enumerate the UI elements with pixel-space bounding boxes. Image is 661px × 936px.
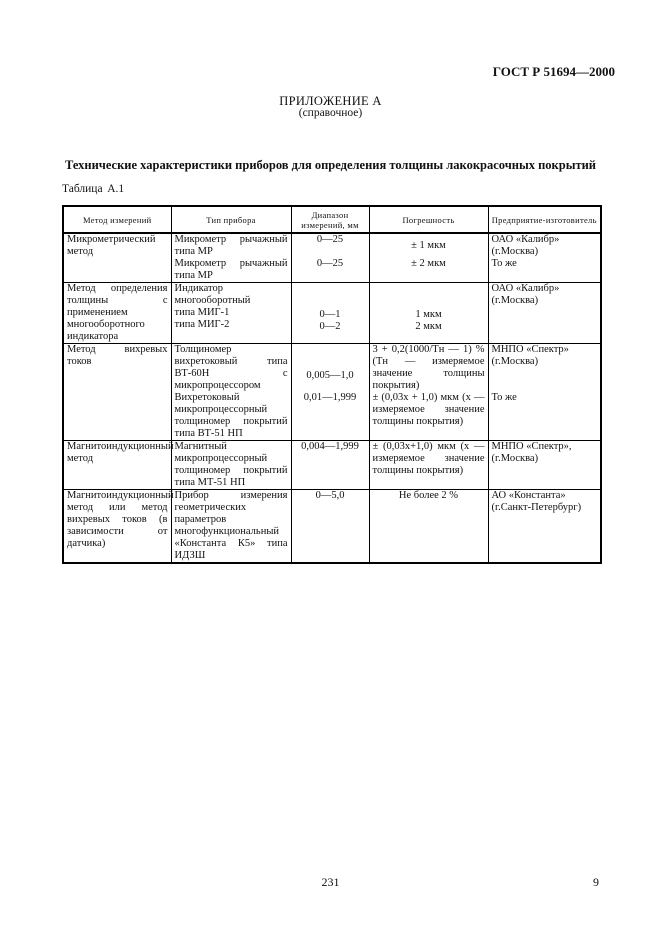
device-cell: Прибор измерения геометрических параметров многофункциональный «Константа К5» типа ИДЗШ: [171, 490, 291, 564]
device-cell: Микрометр рычажный типа МР: [171, 233, 291, 258]
device-variant: типа МИГ-1: [174, 307, 230, 318]
table-label-word: Таблица: [62, 183, 103, 195]
method-cell: [63, 392, 171, 441]
table-row: [63, 283, 601, 344]
method-cell: Магнитоиндукционный метод или метод вихревых токов (в зависимости от датчика): [63, 490, 171, 564]
column-header: Диапазон измерений, мм: [291, 206, 369, 233]
appendix-title: ПРИЛОЖЕНИЕ А: [279, 94, 382, 108]
accuracy-cell: ± 1 мкм: [369, 233, 488, 258]
device-cell: Магнитный микропроцессорный толщиномер покрытий типа МТ-51 НП: [171, 441, 291, 490]
accuracy-cell: ± 2 мкм: [369, 258, 488, 283]
specifications-table: [62, 205, 602, 564]
device-name: Индикатор многооборотный: [174, 283, 251, 306]
device-cell: [171, 283, 291, 344]
maker-cell: ОАО «Калибр» (г.Москва): [488, 283, 601, 344]
device-cell: Толщиномер вихретоковый типа ВТ-60Н с микропроцессором: [171, 344, 291, 393]
column-header: Предприятие-изготовитель: [488, 206, 601, 233]
device-variant: типа МИГ-2: [174, 319, 230, 330]
range-value: 0—2: [319, 321, 341, 332]
method-cell: Микрометрический метод: [63, 233, 171, 258]
range-cell: [291, 283, 369, 344]
range-cell: 0,004—1,999: [291, 441, 369, 490]
accuracy-value: 2 мкм: [415, 321, 442, 332]
table-header-row: [63, 206, 601, 233]
maker-cell: АО «Константа» (г.Санкт-Петербург): [488, 490, 601, 564]
column-header: Погрешность: [369, 206, 488, 233]
page-number: 231: [321, 875, 340, 889]
accuracy-cell: ± (0,03х+1,0) мкм (х — измеряемое значение толщины покрытия): [369, 441, 488, 490]
maker-cell: ОАО «Калибр» (г.Москва): [488, 233, 601, 258]
accuracy-cell: ± (0,03х + 1,0) мкм (х — измеряемое значение толщины покрытия): [369, 392, 488, 441]
method-cell: Магнитоиндукционный метод: [63, 441, 171, 490]
accuracy-cell: 3 + 0,2(1000/Тн — 1) % (Тн — измеряемое значение толщины покрытия): [369, 344, 488, 393]
method-cell: [63, 258, 171, 283]
table-row: [63, 441, 601, 490]
appendix-subtitle: (справочное): [298, 107, 363, 119]
method-cell: Метод определения толщины с применением многооборотного индикатора: [63, 283, 171, 344]
table-row: [63, 233, 601, 258]
table-row: [63, 258, 601, 283]
device-cell: Микрометр рычажный типа МР: [171, 258, 291, 283]
range-value: 0—1: [319, 309, 341, 320]
column-header: Тип прибора: [171, 206, 291, 233]
range-cell: 0—25: [291, 233, 369, 258]
maker-cell: То же: [488, 258, 601, 283]
maker-cell: То же: [488, 392, 601, 441]
table-label: [62, 183, 124, 195]
maker-cell: МНПО «Спектр» (г.Москва): [488, 344, 601, 393]
accuracy-cell: [369, 283, 488, 344]
sheet-number: 9: [593, 875, 599, 889]
range-cell: 0—5,0: [291, 490, 369, 564]
table-row: [63, 490, 601, 564]
method-cell: Метод вихревых токов: [63, 344, 171, 393]
table-row: [63, 344, 601, 393]
accuracy-value: 1 мкм: [415, 309, 442, 320]
table-row: [63, 392, 601, 441]
accuracy-cell: Не более 2 %: [369, 490, 488, 564]
range-cell: 0,01—1,999: [291, 392, 369, 441]
range-cell: 0,005—1,0: [291, 344, 369, 393]
column-header: Метод измерений: [63, 206, 171, 233]
range-cell: 0—25: [291, 258, 369, 283]
document-heading: Технические характеристики приборов для определения толщины лакокрасочных покрытий: [64, 158, 597, 172]
table-label-number: А.1: [107, 183, 125, 195]
maker-cell: МНПО «Спектр», (г.Москва): [488, 441, 601, 490]
standard-number: ГОСТ Р 51694—2000: [492, 64, 615, 79]
device-cell: Вихретоковый микропроцессорный толщиномер покрытий типа ВТ-51 НП: [171, 392, 291, 441]
